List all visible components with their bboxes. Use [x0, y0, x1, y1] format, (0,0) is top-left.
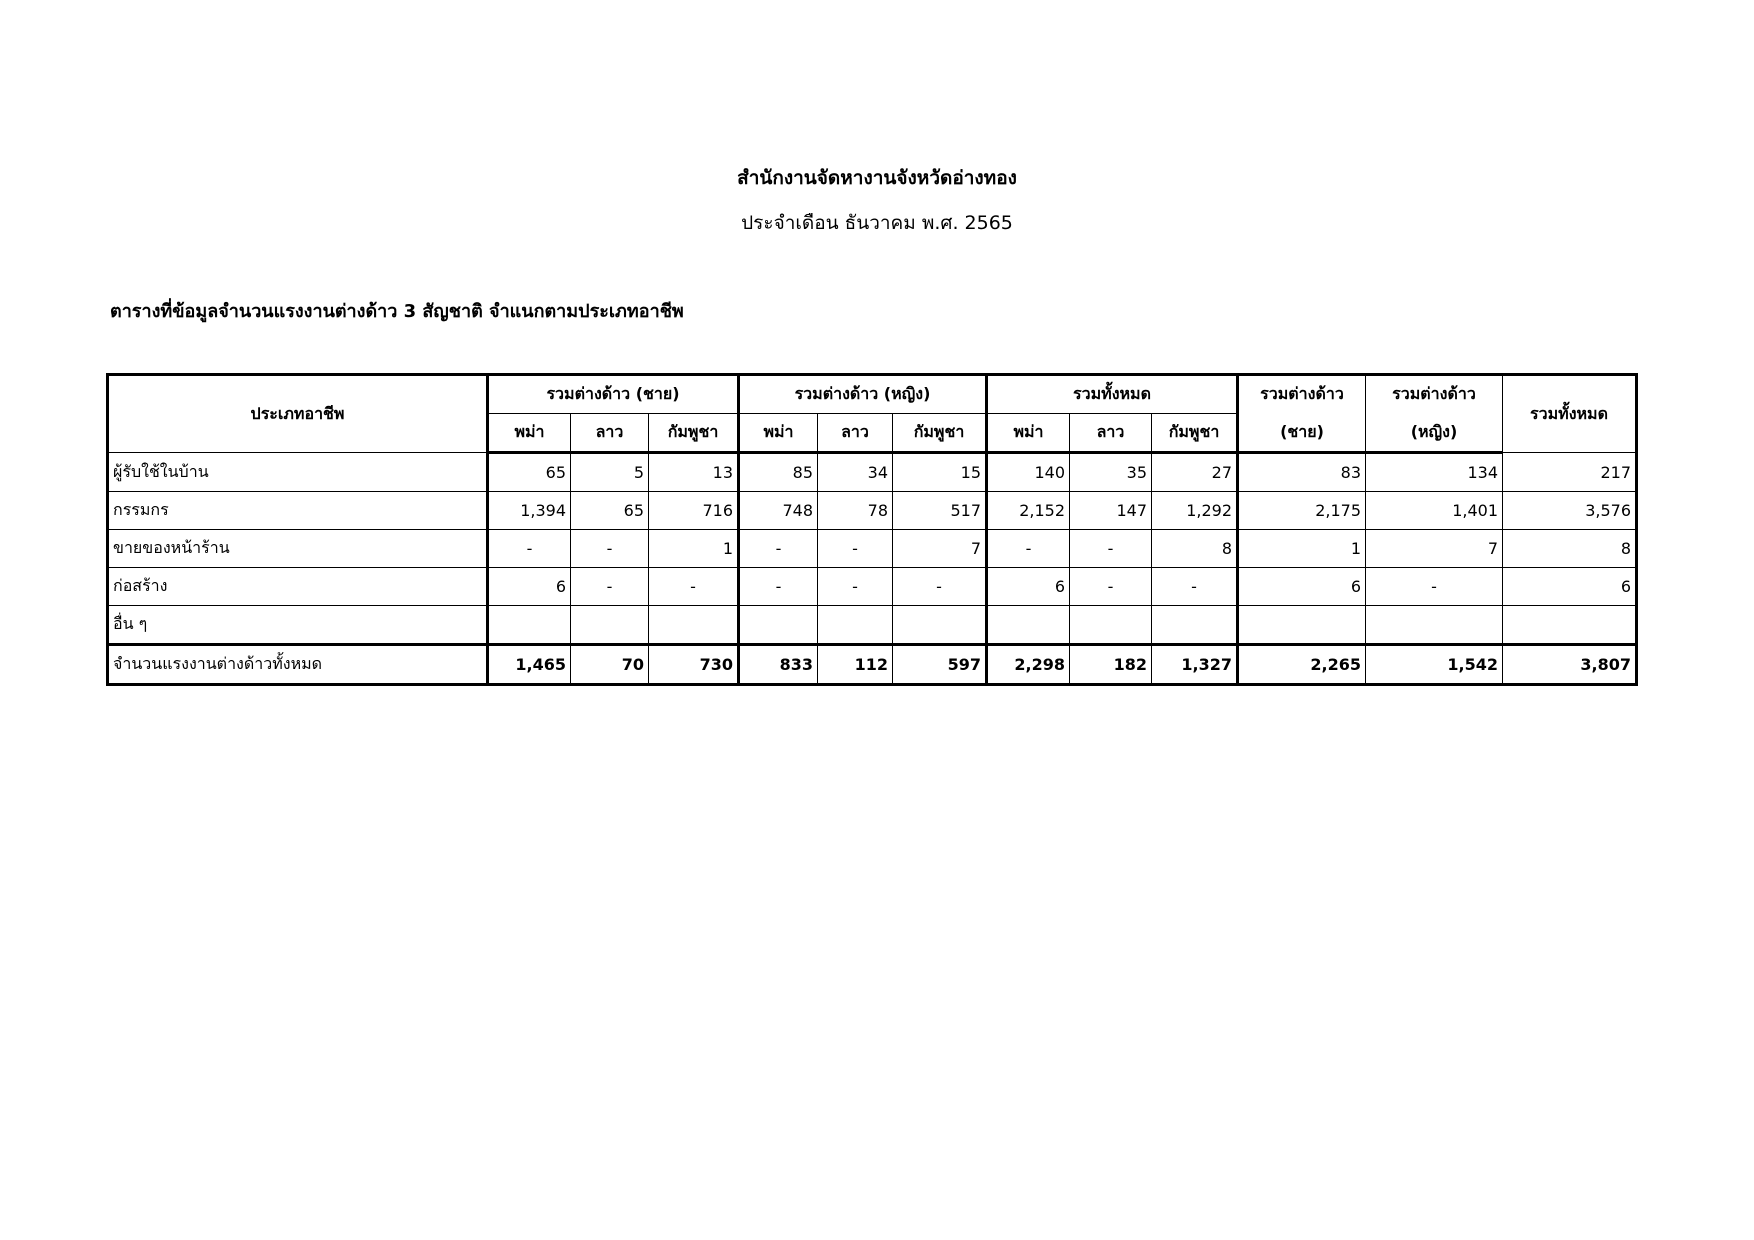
table-cell: 1	[649, 530, 739, 568]
header-occupation: ประเภทอาชีพ	[108, 375, 488, 453]
header-total-female-sub: (หญิง)	[1366, 414, 1503, 453]
table-cell: 517	[893, 492, 987, 530]
table-cell: 730	[649, 645, 739, 685]
header-group-all: รวมทั้งหมด	[987, 375, 1238, 414]
header-all-myanmar: พม่า	[987, 414, 1070, 453]
table-cell: -	[739, 530, 818, 568]
table-cell: -	[571, 530, 649, 568]
table-cell	[1070, 606, 1152, 645]
table-cell: 8	[1152, 530, 1238, 568]
table-cell	[893, 606, 987, 645]
table-cell: 716	[649, 492, 739, 530]
table-cell: 70	[571, 645, 649, 685]
page-subtitle: ประจำเดือน ธันวาคม พ.ศ. 2565	[741, 212, 1013, 234]
table-cell: 2,152	[987, 492, 1070, 530]
table-cell: 6	[1503, 568, 1637, 606]
occupation-table	[106, 373, 1638, 686]
table-cell: -	[818, 568, 893, 606]
table-cell	[739, 606, 818, 645]
table-cell: 13	[649, 453, 739, 492]
header-female-myanmar: พม่า	[739, 414, 818, 453]
table-cell: 1,542	[1366, 645, 1503, 685]
table-cell: -	[1152, 568, 1238, 606]
table-cell	[987, 606, 1070, 645]
table-row	[108, 606, 1637, 645]
table-cell	[649, 606, 739, 645]
table-cell: 2,265	[1238, 645, 1366, 685]
table-cell: 1,327	[1152, 645, 1238, 685]
table-cell: 6	[488, 568, 571, 606]
table-cell: 2,175	[1238, 492, 1366, 530]
table-cell: 34	[818, 453, 893, 492]
header-group-male: รวมต่างด้าว (ชาย)	[488, 375, 739, 414]
table-cell: 1,401	[1366, 492, 1503, 530]
table-cell: -	[1070, 530, 1152, 568]
header-grand-total: รวมทั้งหมด	[1503, 375, 1637, 453]
table-cell: 112	[818, 645, 893, 685]
table-row	[108, 492, 1637, 530]
table-row	[108, 453, 1637, 492]
table-cell: 5	[571, 453, 649, 492]
table-cell: -	[571, 568, 649, 606]
table-cell	[1238, 606, 1366, 645]
table-cell: 78	[818, 492, 893, 530]
header-female-cambodia: กัมพูชา	[893, 414, 987, 453]
table-cell: 6	[987, 568, 1070, 606]
page-title: สำนักงานจัดหางานจังหวัดอ่างทอง	[737, 167, 1017, 189]
table-cell: 65	[488, 453, 571, 492]
row-label: กรรมกร	[108, 492, 488, 530]
table-cell: 15	[893, 453, 987, 492]
header-female-laos: ลาว	[818, 414, 893, 453]
header-total-male-sub: (ชาย)	[1238, 414, 1366, 453]
row-label: จำนวนแรงงานต่างด้าวทั้งหมด	[108, 645, 488, 685]
table-cell: 140	[987, 453, 1070, 492]
table-caption: ตารางที่ข้อมูลจำนวนแรงงานต่างด้าว 3 สัญชาติ จำแนกตามประเภทอาชีพ	[110, 301, 684, 322]
header-total-male: รวมต่างด้าว	[1238, 375, 1366, 414]
table-cell: 85	[739, 453, 818, 492]
header-group-female: รวมต่างด้าว (หญิง)	[739, 375, 987, 414]
table-cell: 8	[1503, 530, 1637, 568]
header-male-laos: ลาว	[571, 414, 649, 453]
table-cell: -	[649, 568, 739, 606]
table-cell: 833	[739, 645, 818, 685]
table-cell: 748	[739, 492, 818, 530]
table-cell: -	[1070, 568, 1152, 606]
row-label: ขายของหน้าร้าน	[108, 530, 488, 568]
table-cell	[1366, 606, 1503, 645]
table-cell: 3,807	[1503, 645, 1637, 685]
table-cell: 7	[893, 530, 987, 568]
total-row	[108, 645, 1637, 685]
table-cell	[818, 606, 893, 645]
table-cell	[1503, 606, 1637, 645]
header-row-groups	[108, 375, 1637, 414]
table-cell: 35	[1070, 453, 1152, 492]
table-cell: 65	[571, 492, 649, 530]
table-cell: 83	[1238, 453, 1366, 492]
header-all-laos: ลาว	[1070, 414, 1152, 453]
table-cell: 597	[893, 645, 987, 685]
table-row	[108, 568, 1637, 606]
header-total-female: รวมต่างด้าว	[1366, 375, 1503, 414]
table-cell: -	[739, 568, 818, 606]
table-cell: -	[987, 530, 1070, 568]
table-cell: 1,394	[488, 492, 571, 530]
row-label: ผู้รับใช้ในบ้าน	[108, 453, 488, 492]
table-cell: 182	[1070, 645, 1152, 685]
table-cell: -	[1366, 568, 1503, 606]
header-male-myanmar: พม่า	[488, 414, 571, 453]
row-label: อื่น ๆ	[108, 606, 488, 645]
table-cell: 134	[1366, 453, 1503, 492]
table-cell	[1152, 606, 1238, 645]
table-body	[108, 453, 1637, 645]
table-cell: 3,576	[1503, 492, 1637, 530]
table-cell: 217	[1503, 453, 1637, 492]
table-cell: 27	[1152, 453, 1238, 492]
table-footer	[108, 645, 1637, 685]
header-male-cambodia: กัมพูชา	[649, 414, 739, 453]
table-cell: 147	[1070, 492, 1152, 530]
table-cell: 6	[1238, 568, 1366, 606]
row-label: ก่อสร้าง	[108, 568, 488, 606]
table-cell: -	[893, 568, 987, 606]
table-cell: 2,298	[987, 645, 1070, 685]
table-cell: 1	[1238, 530, 1366, 568]
table-cell	[488, 606, 571, 645]
table-cell: 7	[1366, 530, 1503, 568]
table-cell: 1,465	[488, 645, 571, 685]
table-cell: -	[818, 530, 893, 568]
table-cell: 1,292	[1152, 492, 1238, 530]
table-cell	[571, 606, 649, 645]
header-all-cambodia: กัมพูชา	[1152, 414, 1238, 453]
table-row	[108, 530, 1637, 568]
table-cell: -	[488, 530, 571, 568]
